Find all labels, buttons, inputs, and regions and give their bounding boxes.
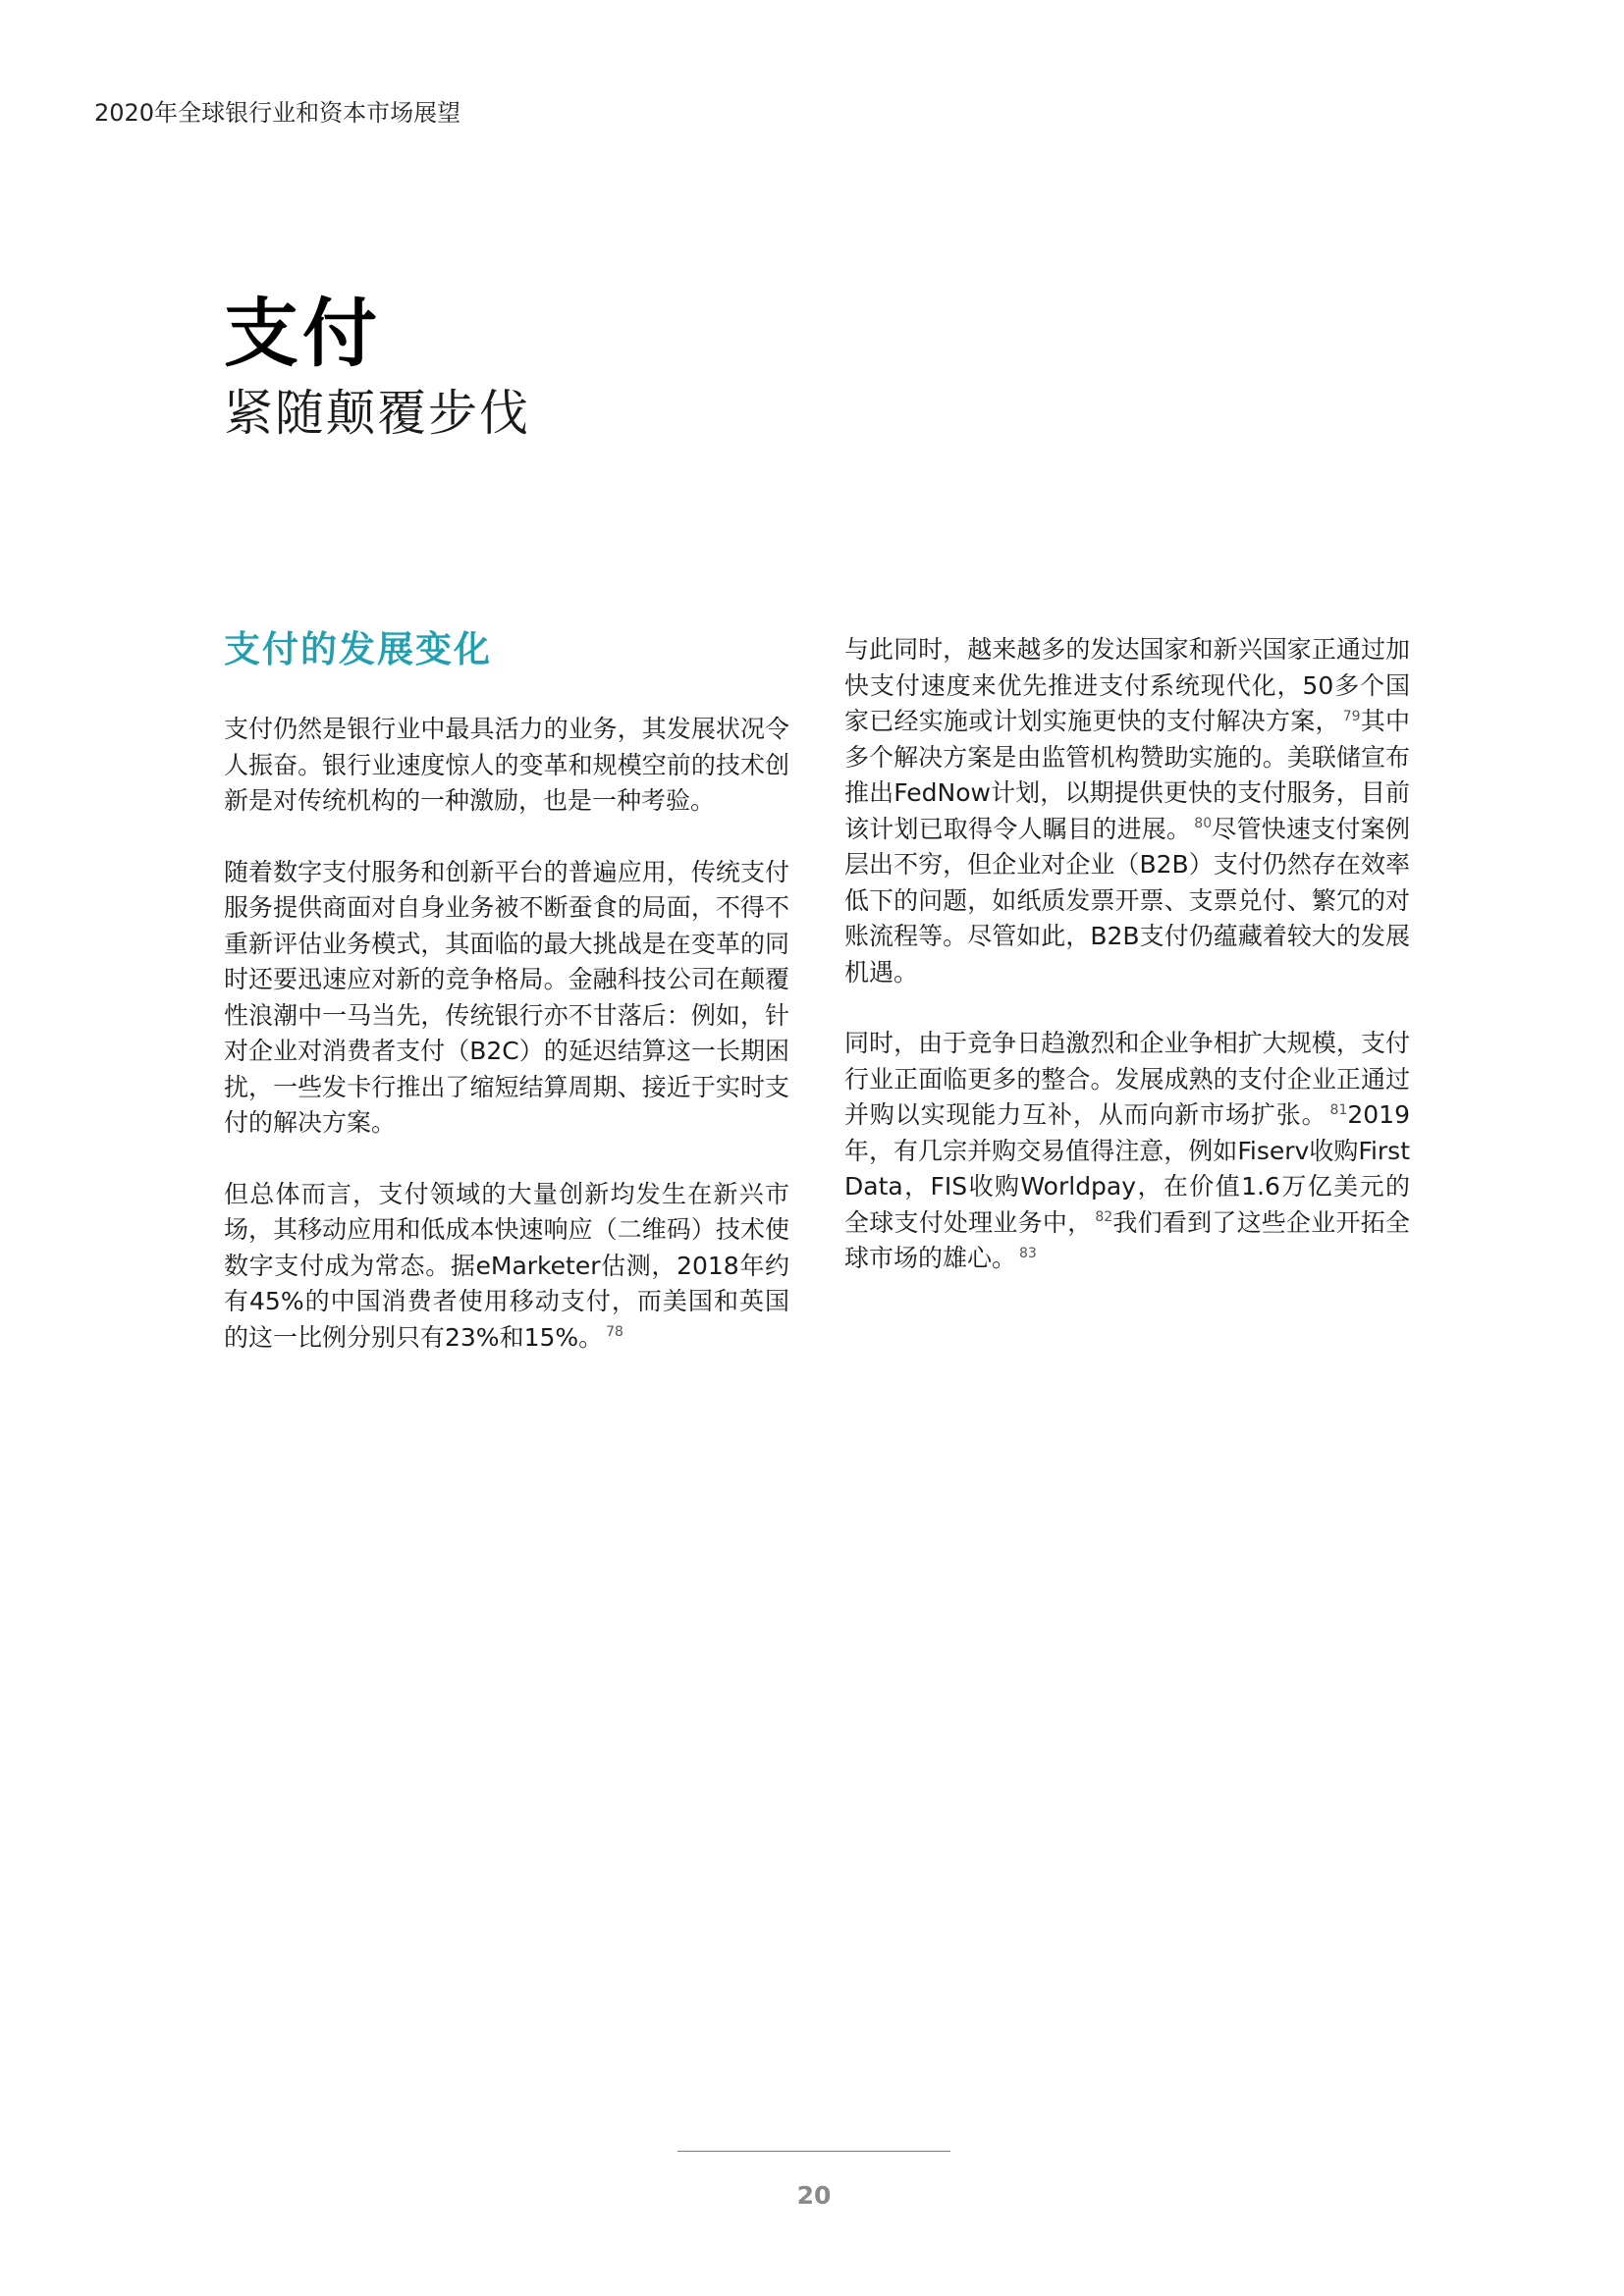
- title-block: [224, 285, 530, 444]
- page-number: 20: [796, 2181, 832, 2210]
- paragraph-text: 但总体而言，支付领域的大量创新均发生在新兴市场，其移动应用和低成本快速响应（二维码）技术使数字支付成为常态。据eMarketer估测，2018年约有45%的中国消费者使用移动支付，而美国和英国的这一比例分别只有23%和15%。: [224, 1179, 789, 1352]
- footnote-ref: 83: [1019, 1245, 1037, 1261]
- paragraph-text: 2019年，有几宗并购交易值得注意，例如Fiserv收购First Data，FIS收购Worldpay，在价值1.6万亿美元的全球支付处理业务中，: [844, 1100, 1410, 1237]
- right-column: [844, 626, 1410, 1312]
- running-header: 2020年全球银行业和资本市场展望: [94, 99, 461, 127]
- paragraph: [844, 1026, 1410, 1277]
- page-title: 支付: [224, 290, 381, 377]
- paragraph: 支付仍然是银行业中最具活力的业务，其发展状况令人振奋。银行业速度惊人的变革和规模空前的技术创新是对传统机构的一种激励，也是一种考验。: [224, 715, 789, 815]
- paragraph-text: 其中多个解决方案是由监管机构赞助实施的。美联储宣布推出FedNow计划，以期提供更快的支付服务，目前该计划已取得令人瞩目的进展。: [844, 707, 1410, 843]
- paragraph: [844, 632, 1410, 990]
- footer-divider: [677, 2151, 950, 2152]
- footnote-ref: 80: [1194, 816, 1213, 832]
- paragraph-text: 尽管快速支付案例层出不穷，但企业对企业（B2B）支付仍然存在效率低下的问题，如纸质发票开票、支票兑付、繁冗的对账流程等。尽管如此，B2B支付仍蕴藏着较大的发展机遇。: [844, 814, 1410, 987]
- footnote-ref: 79: [1342, 708, 1361, 724]
- paragraph-text: 同时，由于竞争日趋激烈和企业争相扩大规模，支付行业正面临更多的整合。发展成熟的支付企业正通过并购以实现能力互补，从而向新市场扩张。: [844, 1029, 1410, 1129]
- footnote-ref: 78: [606, 1324, 623, 1341]
- footnote-ref: 81: [1329, 1101, 1348, 1118]
- footnote-ref: 82: [1095, 1209, 1113, 1226]
- paragraph: 随着数字支付服务和创新平台的普遍应用，传统支付服务提供商面对自身业务被不断蚕食的局面，不得不重新评估业务模式，其面临的最大挑战是在变革的同时还要迅速应对新的竞争格局。金融科技公司在颠覆性浪潮中一马当先，传统银行亦不甘落后：例如，针对企业对消费者支付（B2C）的延迟结算这一长期困扰，一些发卡行推出了缩短结算周期、接近于实时支付的解决方案。: [224, 857, 789, 1137]
- section-heading: 支付的发展变化: [224, 628, 492, 670]
- page-subtitle: 紧随颠覆步伐: [224, 385, 530, 442]
- left-column: [224, 626, 789, 1391]
- paragraph-text: 与此同时，越来越多的发达国家和新兴国家正通过加快支付速度来优先推进支付系统现代化，50多个国家已经实施或计划实施更快的支付解决方案，: [844, 635, 1410, 735]
- paragraph: [224, 1177, 789, 1357]
- paragraph-text: 我们看到了这些企业开拓全球市场的雄心。: [844, 1207, 1410, 1272]
